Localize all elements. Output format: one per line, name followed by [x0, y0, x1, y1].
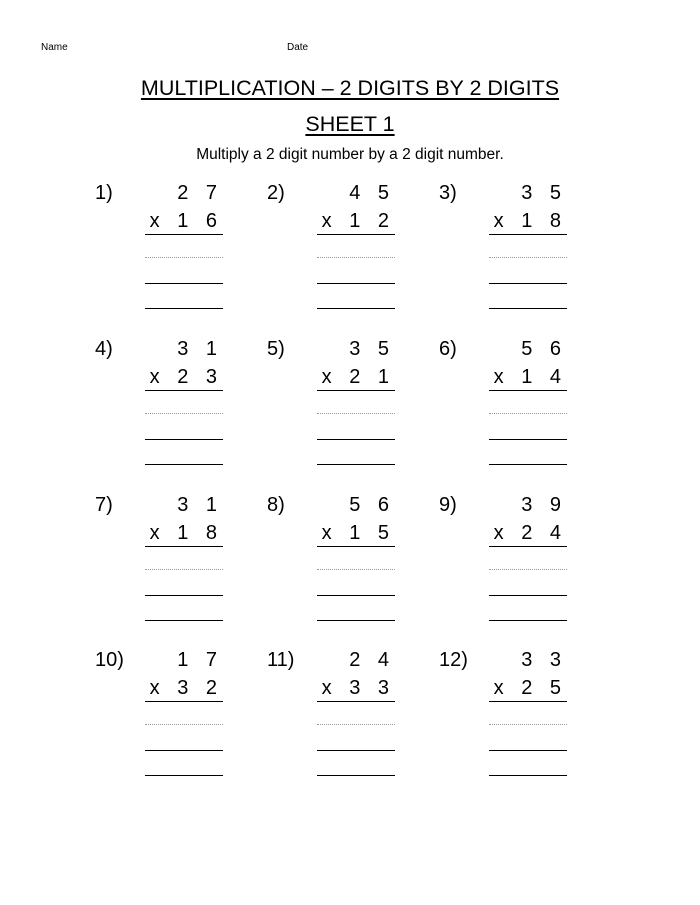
problem-9: [439, 490, 595, 645]
answer-line: [489, 464, 567, 465]
answer-line: [489, 595, 567, 596]
answer-line: [489, 750, 567, 751]
multiplier: x 1 8: [489, 208, 567, 235]
problem-4: [95, 334, 267, 490]
multiplier: x 2 1: [317, 364, 395, 391]
problem-number: 4): [95, 338, 113, 360]
answer-line: [317, 464, 395, 465]
partial-product-line: [489, 569, 567, 570]
answer-line: [317, 595, 395, 596]
answer-line: [317, 775, 395, 776]
name-label: Name: [41, 42, 68, 53]
answer-line: [145, 595, 223, 596]
multiplier: x 3 2: [145, 675, 223, 702]
problem-number: 1): [95, 182, 113, 204]
answer-line: [489, 439, 567, 440]
answer-line: [145, 439, 223, 440]
problem-number: 6): [439, 338, 457, 360]
answer-line: [145, 308, 223, 309]
multiplier: x 1 4: [489, 364, 567, 391]
multiplicand: 2 4: [349, 649, 395, 671]
multiplier: x 1 6: [145, 208, 223, 235]
multiplier: x 3 3: [317, 675, 395, 702]
multiplicand: 3 3: [521, 649, 567, 671]
problem-11: [267, 645, 439, 800]
problem-6: [439, 334, 595, 490]
problem-2: [267, 178, 439, 334]
answer-line: [317, 620, 395, 621]
problem-3: [439, 178, 595, 334]
multiplicand: 2 7: [177, 182, 223, 204]
multiplier: x 1 5: [317, 520, 395, 547]
problem-number: 10): [95, 649, 124, 671]
multiplier: x 2 5: [489, 675, 567, 702]
answer-line: [145, 464, 223, 465]
multiplier: x 1 2: [317, 208, 395, 235]
page-title: [0, 74, 700, 102]
problem-12: [439, 645, 595, 800]
partial-product-line: [317, 569, 395, 570]
partial-product-line: [317, 257, 395, 258]
answer-line: [145, 283, 223, 284]
problem-number: 3): [439, 182, 457, 204]
partial-product-line: [489, 257, 567, 258]
partial-product-line: [145, 413, 223, 414]
answer-line: [317, 308, 395, 309]
partial-product-line: [489, 724, 567, 725]
problem-number: 5): [267, 338, 285, 360]
problem-5: [267, 334, 439, 490]
multiplicand: 1 7: [177, 649, 223, 671]
problem-1: [95, 178, 267, 334]
sheet-subtitle: [0, 110, 700, 138]
multiplier: x 2 4: [489, 520, 567, 547]
problem-number: 7): [95, 494, 113, 516]
answer-line: [145, 620, 223, 621]
answer-line: [145, 750, 223, 751]
answer-line: [489, 775, 567, 776]
answer-line: [489, 308, 567, 309]
answer-line: [317, 750, 395, 751]
problem-number: 12): [439, 649, 468, 671]
page-title-text: MULTIPLICATION – 2 DIGITS BY 2 DIGITS: [140, 76, 560, 100]
partial-product-line: [317, 413, 395, 414]
partial-product-line: [489, 413, 567, 414]
answer-line: [317, 283, 395, 284]
multiplicand: 4 5: [349, 182, 395, 204]
answer-line: [489, 283, 567, 284]
multiplicand: 3 5: [349, 338, 395, 360]
multiplicand: 3 5: [521, 182, 567, 204]
problem-number: 11): [267, 649, 295, 671]
problem-number: 9): [439, 494, 457, 516]
multiplicand: 5 6: [349, 494, 395, 516]
problem-number: 2): [267, 182, 285, 204]
multiplier: x 1 8: [145, 520, 223, 547]
multiplicand: 3 9: [521, 494, 567, 516]
problem-8: [267, 490, 439, 645]
answer-line: [317, 439, 395, 440]
multiplier: x 2 3: [145, 364, 223, 391]
problem-grid: [95, 178, 595, 808]
answer-line: [145, 775, 223, 776]
problem-7: [95, 490, 267, 645]
multiplicand: 3 1: [177, 338, 223, 360]
date-label: Date: [287, 42, 309, 53]
problem-number: 8): [267, 494, 285, 516]
answer-line: [489, 620, 567, 621]
multiplicand: 5 6: [521, 338, 567, 360]
partial-product-line: [317, 724, 395, 725]
sheet-subtitle-text: SHEET 1: [305, 112, 395, 136]
instruction-text: Multiply a 2 digit number by a 2 digit number.: [196, 146, 504, 163]
partial-product-line: [145, 724, 223, 725]
partial-product-line: [145, 257, 223, 258]
partial-product-line: [145, 569, 223, 570]
problem-10: [95, 645, 267, 800]
multiplicand: 3 1: [177, 494, 223, 516]
